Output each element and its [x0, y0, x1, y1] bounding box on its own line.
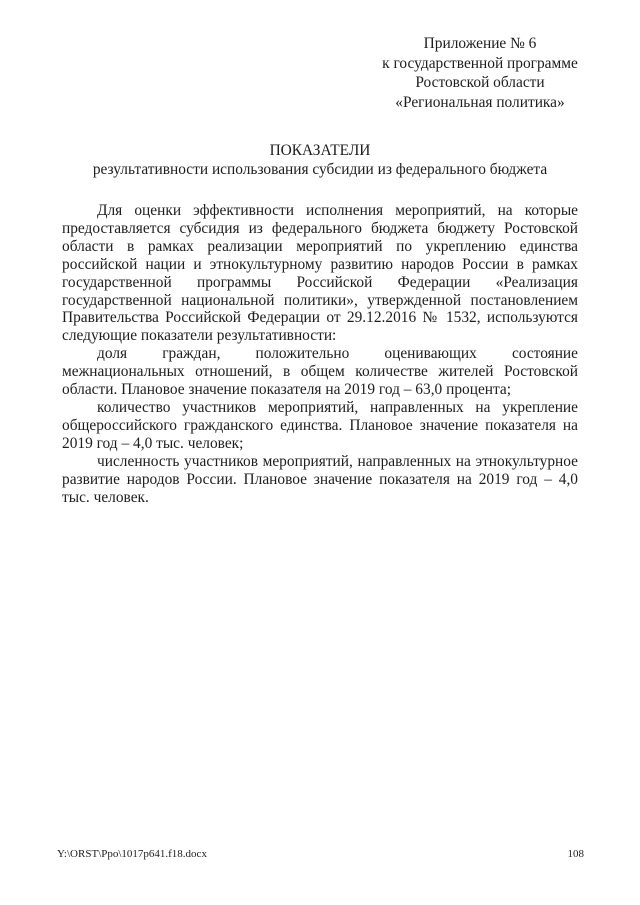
appendix-header-line-2: к государственной программе: [382, 54, 578, 72]
appendix-header-line-4: «Региональная политика»: [395, 93, 565, 111]
body-paragraph-1: Для оценки эффективности исполнения мероприятий, на которые предоставляется субсидия из федерального бюджета бюджету Ростовской области в рамках реализации мероприятий по укреплению единства российской нации и этнокультурному развитию народов России в рамках государственной программы Российской Федерации «Реализация государственной национальной политики», утвержденной постановлением Правительства Российской Федерации от 29.12.2016 № 1532, используются следующие показатели результативности:: [62, 202, 578, 345]
body-paragraph-3: количество участников мероприятий, направленных на укрепление общероссийского гражданского единства. Плановое значение показателя на 2019 год – 4,0 тыс. человек;: [62, 398, 578, 452]
footer-file-path: Y:\ORST\Ppo\1017p641.f18.docx: [57, 848, 207, 860]
document-title: [62, 141, 578, 179]
appendix-header-line-1: Приложение № 6: [423, 35, 537, 52]
appendix-header: [342, 34, 618, 112]
footer-page-number: 108: [567, 848, 584, 860]
page-footer: [57, 847, 584, 861]
document-body: [62, 202, 578, 506]
body-paragraph-4: численность участников мероприятий, направленных на этнокультурное развитие народов России. Плановое значение показателя на 2019 год – 4,0 тыс. человек.: [62, 452, 578, 506]
title-caps-line: ПОКАЗАТЕЛИ: [269, 142, 371, 159]
body-paragraph-2: доля граждан, положительно оценивающих состояние межнациональных отношений, в общем количестве жителей Ростовской области. Плановое значение показателя на 2019 год – 63,0 процента;: [62, 345, 578, 399]
title-subtitle-line: результативности использования субсидии из федерального бюджета: [92, 161, 548, 178]
appendix-header-line-3: Ростовской области: [415, 74, 545, 91]
